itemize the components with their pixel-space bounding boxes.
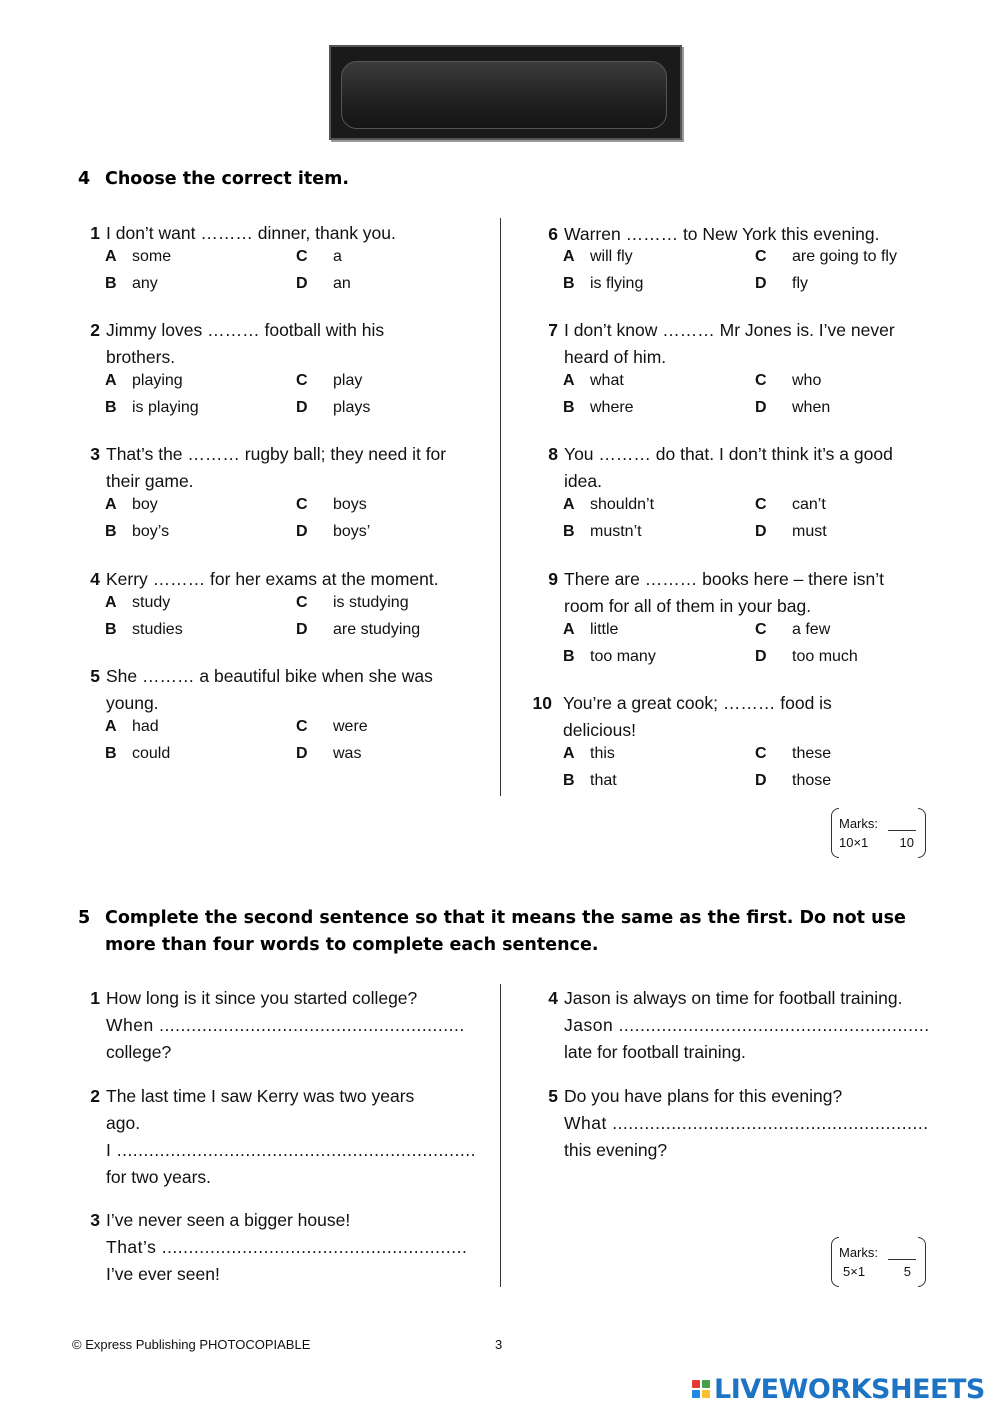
page-number: 3 [495, 1337, 503, 1352]
question-number: 1 [90, 223, 100, 243]
question-text [564, 985, 964, 1066]
option-text: this [590, 745, 615, 762]
instruction-line-2: more than four words to complete each sentence. [105, 935, 599, 955]
original-sentence-cont: ago. [106, 1113, 141, 1133]
option-text: where [590, 399, 634, 416]
option-text: these [792, 745, 832, 762]
question-number: 7 [548, 320, 558, 340]
question-text [106, 1207, 476, 1288]
answer-line[interactable]: That’s ......................................................... [106, 1237, 468, 1257]
section-4-heading [78, 166, 349, 193]
sentence-end: for two years. [106, 1167, 212, 1187]
option-text: is playing [132, 399, 199, 416]
option-text: must [792, 523, 827, 540]
section-instruction: Choose the correct item. [105, 169, 349, 189]
marks-label: Marks: [839, 816, 878, 831]
option-text: boy’s [132, 523, 170, 540]
question-number: 5 [548, 1086, 558, 1106]
marks-total: 5 [903, 1264, 911, 1279]
marks-label: Marks: [839, 1245, 878, 1260]
question-text: Kerry ……… for her exams at the moment. [106, 569, 439, 589]
option-text: are going to fly [792, 248, 897, 265]
copyright-notice: © Express Publishing PHOTOCOPIABLE [72, 1337, 311, 1352]
column-divider [500, 218, 501, 796]
question-number: 2 [90, 320, 100, 340]
marks-formula: 5×1 [843, 1264, 866, 1279]
marks-answer-line[interactable] [888, 1259, 916, 1260]
liveworksheets-brand: LIVEWORKSHEETS [714, 1373, 985, 1405]
question-text [106, 1083, 476, 1191]
question-number: 3 [90, 1210, 100, 1230]
option-text: mustn’t [590, 523, 642, 540]
option-text: is flying [590, 275, 644, 292]
option-text: a few [792, 621, 831, 638]
question-number: 5 [90, 666, 100, 686]
question-text: You’re a great cook; ……… food is delicious! [563, 693, 832, 740]
answer-line[interactable]: I ................................................................... [106, 1140, 476, 1160]
option-text: can’t [792, 496, 826, 513]
option-text: boys [333, 496, 367, 513]
section-5-heading [78, 905, 948, 959]
option-text: too much [792, 648, 858, 665]
question-text: She ……… a beautiful bike when she was young. [106, 666, 433, 713]
question-text: I don’t want ……… dinner, thank you. [106, 223, 396, 243]
question-number: 2 [90, 1086, 100, 1106]
question-number: 6 [548, 224, 558, 244]
sentence-end: this evening? [564, 1140, 668, 1160]
question-text: I don’t know ……… Mr Jones is. I’ve never heard of him. [564, 320, 895, 367]
option-text: any [132, 275, 158, 292]
title-banner-inner [341, 61, 667, 129]
original-sentence: How long is it since you started college? [106, 988, 418, 1008]
option-text: boys’ [333, 523, 371, 540]
section-number: 4 [78, 169, 91, 189]
option-text: play [333, 372, 363, 389]
option-text: studies [132, 621, 183, 638]
original-sentence: I’ve never seen a bigger house! [106, 1210, 351, 1230]
option-text: are studying [333, 621, 421, 638]
option-text: those [792, 772, 832, 789]
option-text: boy [132, 496, 158, 513]
option-text: what [590, 372, 624, 389]
question-number: 4 [548, 988, 558, 1008]
question-number: 4 [90, 569, 100, 589]
section-number: 5 [78, 908, 91, 928]
marks-formula: 10×1 [839, 835, 869, 850]
liveworksheets-logo[interactable] [692, 1373, 985, 1405]
original-sentence: Jason is always on time for football training. [564, 988, 903, 1008]
original-sentence: The last time I saw Kerry was two years [106, 1086, 415, 1106]
page-title [33, 89, 353, 131]
option-text: fly [792, 275, 808, 292]
option-text: had [132, 718, 159, 735]
option-text: some [132, 248, 172, 265]
option-text: will fly [590, 248, 633, 265]
option-text: who [792, 372, 822, 389]
marks-box [831, 808, 926, 858]
option-text: were [333, 718, 368, 735]
option-text: could [132, 745, 171, 762]
option-text: plays [333, 399, 371, 416]
option-text: little [590, 621, 619, 638]
question-text: You ……… do that. I don’t think it’s a good idea. [564, 444, 893, 491]
option-text: was [333, 745, 362, 762]
title-banner [329, 45, 682, 140]
answer-line[interactable]: Jason .......................................................... [564, 1015, 930, 1035]
option-text: that [590, 772, 617, 789]
sentence-end: late for football training. [564, 1042, 746, 1062]
sentence-end: I’ve ever seen! [106, 1264, 220, 1284]
question-text [564, 1083, 964, 1164]
question-number: 1 [90, 988, 100, 1008]
sentence-end: college? [106, 1042, 172, 1062]
marks-total: 10 [899, 835, 914, 850]
title-text: EXIT TEST [33, 88, 218, 126]
section-instruction [105, 905, 906, 959]
question-text [106, 985, 476, 1066]
question-number: 3 [90, 444, 100, 464]
question-number: 9 [548, 569, 558, 589]
liveworksheets-grid-icon [692, 1380, 710, 1398]
option-text: study [132, 594, 171, 611]
question-number: 8 [548, 444, 558, 464]
question-number: 10 [532, 693, 552, 713]
column-divider [500, 984, 501, 1287]
original-sentence: Do you have plans for this evening? [564, 1086, 843, 1106]
option-text: an [333, 275, 351, 292]
option-text: too many [590, 648, 656, 665]
question-text: Jimmy loves ……… football with his brothers. [106, 320, 385, 367]
question-text: Warren ……… to New York this evening. [564, 224, 880, 244]
option-text: is studying [333, 594, 409, 611]
answer-line[interactable]: What ........................................................... [564, 1113, 929, 1133]
option-text: a [333, 248, 342, 265]
option-text: when [792, 399, 831, 416]
question-text: That’s the ……… rugby ball; they need it for their game. [106, 444, 447, 491]
question-text: There are ……… books here – there isn’t room for all of them in your bag. [564, 569, 885, 616]
answer-line[interactable]: When ......................................................... [106, 1015, 465, 1035]
title-units: (Units 1-8) [229, 103, 326, 122]
option-text: shouldn’t [590, 496, 655, 513]
marks-answer-line[interactable] [888, 830, 916, 831]
option-text: playing [132, 372, 183, 389]
marks-box [831, 1237, 926, 1287]
instruction-line-1: Complete the second sentence so that it means the same as the first. Do not use [105, 908, 906, 928]
